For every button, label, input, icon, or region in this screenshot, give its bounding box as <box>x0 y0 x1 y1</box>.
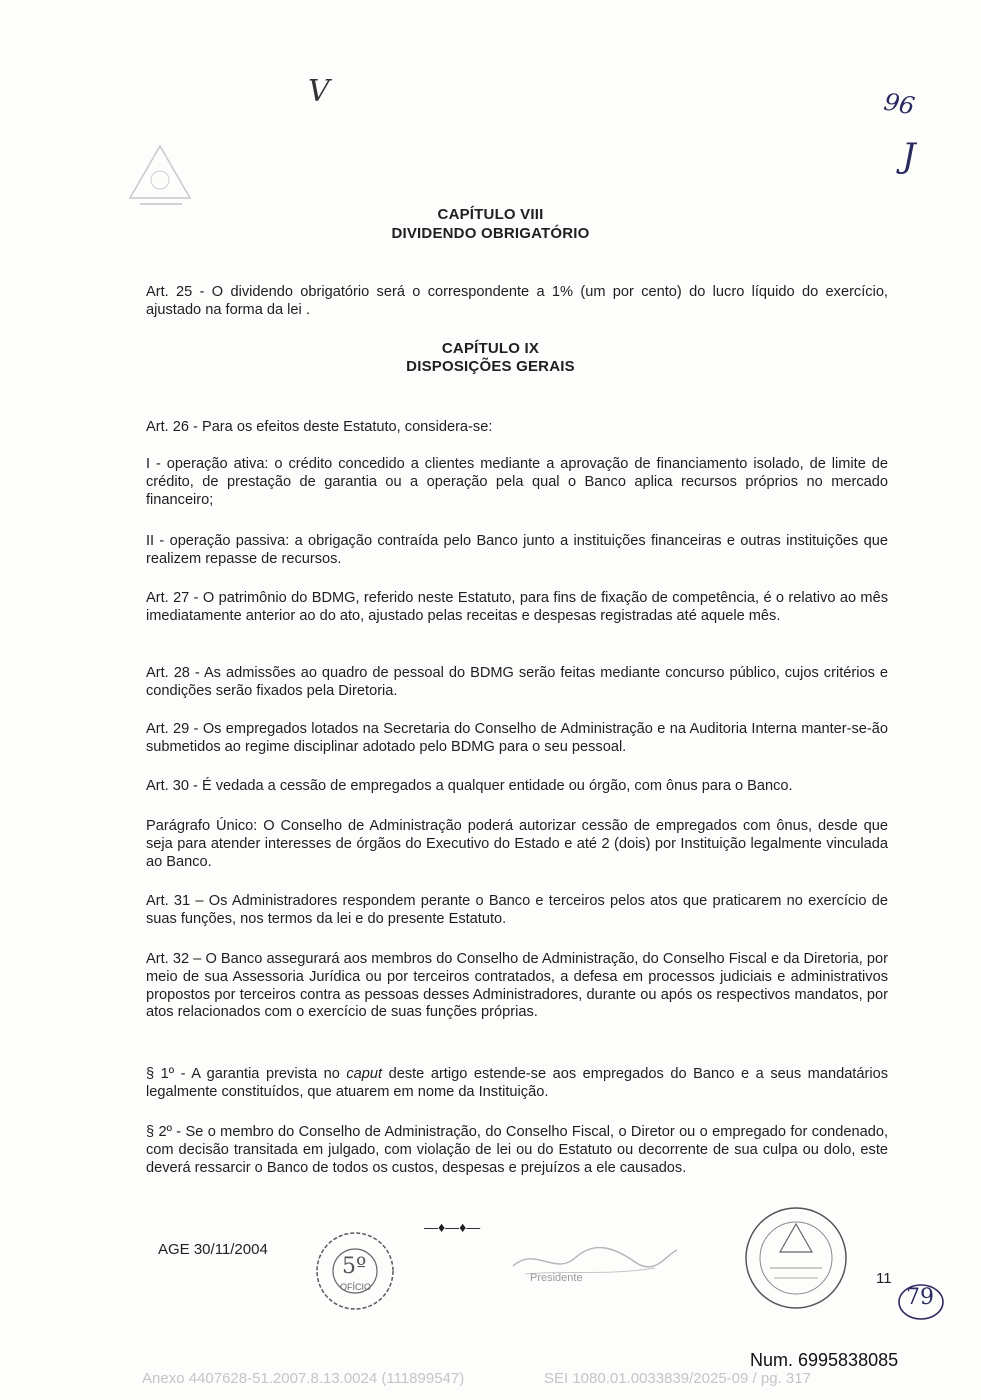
chapter-8-title: CAPÍTULO VIII <box>437 206 544 223</box>
caput-term: caput <box>346 1066 383 1082</box>
article-26-item-ii: II - operação passiva: a obrigação contraída pelo Banco junto a instituições financeiras e outras instituições que realizem repasse de recursos. <box>146 533 888 567</box>
faint-seal-icon <box>120 140 200 210</box>
official-seal-icon <box>740 1202 852 1314</box>
article-30-paragraph: Parágrafo Único: O Conselho de Administração poderá autorizar cessão de empregados com ônus, desde que seja para atender interesses de órgãos do Executivo do Estado e até 2 (dois) por Instituição legalmente vinculada ao Banco. <box>146 818 888 870</box>
chapter-9-title: CAPÍTULO IX <box>441 340 540 357</box>
article-26: Art. 26 - Para os efeitos deste Estatuto, considera-se: <box>146 419 493 435</box>
chapter-8-subtitle: DIVIDENDO OBRIGATÓRIO <box>391 225 590 242</box>
circled-page: 79 <box>906 1285 934 1310</box>
article-26-item-i: I - operação ativa: o crédito concedido a clientes mediante a aprovação de financiamento isolado, de limite de crédito, de prestação de garantia ou a operação pela qual o Banco aplica recursos próprios no mercado financeiro; <box>146 456 888 508</box>
paragraph-1-before: § 1º - A garantia prevista no <box>146 1066 347 1082</box>
annex-reference: Anexo 4407628-51.2007.8.13.0024 (111899547) <box>142 1370 465 1387</box>
initial-mark: J <box>902 136 916 176</box>
top-mark: V <box>308 74 330 109</box>
stamp-label: OFÍCIO <box>340 1282 371 1292</box>
article-27: Art. 27 - O patrimônio do BDMG, referido neste Estatuto, para fins de fixação de competência, é o relativo ao mês imediatamente anterior ao do ato, ajustado pelas receitas e despesas registradas até aquele mês. <box>146 590 888 624</box>
article-29: Art. 29 - Os empregados lotados na Secretaria do Conselho de Administração e na Auditoria Interna manter-se-ão submetidos ao regime disciplinar adotado pelo BDMG para o seu pessoal. <box>146 721 888 755</box>
chapter-9-subtitle: DISPOSIÇÕES GERAIS <box>406 358 575 375</box>
article-31: Art. 31 – Os Administradores respondem perante o Banco e terceiros pelos atos que praticarem no exercício de suas funções, nos termos da lei e do presente Estatuto. <box>146 893 888 927</box>
separator: —♦—♦— <box>424 1219 481 1235</box>
page-folio: 96 <box>881 87 917 121</box>
article-28: Art. 28 - As admissões ao quadro de pessoal do BDMG serão feitas mediante concurso público, cujos critérios e condições serão fixados pela Diretoria. <box>146 665 888 699</box>
article-25: Art. 25 - O dividendo obrigatório será o correspondente a 1% (um por cento) do lucro líquido do exercício, ajustado na forma da lei . <box>146 284 888 318</box>
meeting-date: AGE 30/11/2004 <box>158 1241 268 1258</box>
article-30: Art. 30 - É vedada a cessão de empregados a qualquer entidade ou órgão, com ônus para o Banco. <box>146 778 793 794</box>
article-32: Art. 32 – O Banco assegurará aos membros do Conselho de Administração, do Conselho Fiscal e da Diretoria, por meio de sua Assessoria Jurídica ou por terceiros contratados, a defesa em processos judiciais e administrativos propostos por terceiros contra as pessoas desses Administradores, durante ou após os respectivos mandatos, por atos relacionados com o exercício de suas funções próprias. <box>146 951 888 1021</box>
document-number: Num. 6995838085 <box>750 1350 899 1370</box>
signature-caption: Presidente <box>530 1272 583 1284</box>
sei-reference: SEI 1080.01.0033839/2025-09 / pg. 317 <box>544 1370 811 1387</box>
article-32-paragraph-2: § 2º - Se o membro do Conselho de Administração, do Conselho Fiscal, o Diretor ou o empregado for condenado, com decisão transitada em julgado, com violação de lei ou do Estatuto ou decorrente de sua culpa ou dolo, este deverá ressarcir o Banco de todos os custos, despesas e prejuízos a ele causados. <box>146 1124 888 1176</box>
article-32-paragraph-1 <box>146 1066 888 1102</box>
stamp-number: 5º <box>342 1254 367 1279</box>
paragraph-1-after: deste artigo estende-se aos empregados do Banco e a seus mandatários legalmente constituídos, que atuarem em nome da Instituição. <box>146 1066 888 1100</box>
page-number: 11 <box>876 1270 892 1287</box>
